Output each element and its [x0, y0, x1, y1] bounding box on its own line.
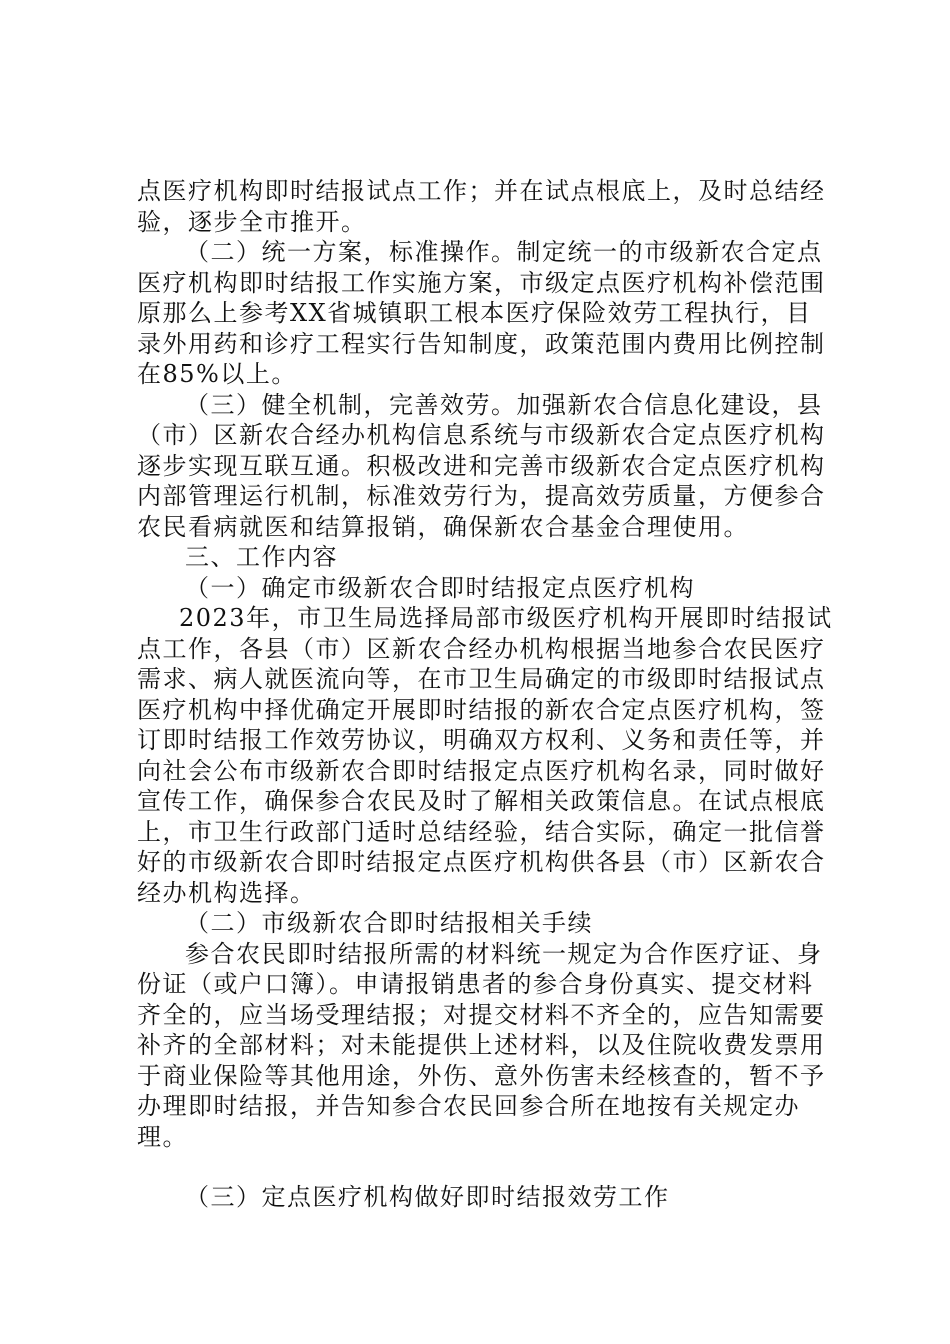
paragraph-pilot-2023: 2023年，市卫生局选择局部市级医疗机构开展即时结报试点工作，各县（市）区新农合经办机构根据当地参合农民医疗需求、病人就医流向等，在市卫生局确定的市级即时结报试点医疗机构中择优确定开展即时结报的新农合定点医疗机构，签订即时结报工作效劳协议，明确双方权利、义务和责任等，并向社会公布市级新农合即时结报定点医疗机构名录，同时做好宣传工作，确保参合农民及时了解相关政策信息。在试点根底上，市卫生行政部门适时总结经验，结合实际，确定一批信誉好的市级新农合即时结报定点医疗机构供各县（市）区新农合经办机构选择。 [137, 604, 833, 907]
paragraph-unified-plan: （二）统一方案，标准操作。制定统一的市级新农合定点医疗机构即时结报工作实施方案，市级定点医疗机构补偿范围原那么上参考XX省城镇职工根本医疗保险效劳工程执行，目录外用药和诊疗工程实行告知制度，政策范围内费用比例控制在85%以上。 [137, 238, 826, 388]
document-body [137, 176, 837, 1213]
paragraph-required-materials: 参合农民即时结报所需的材料统一规定为合作医疗证、身份证（或户口簿）。申请报销患者的参合身份真实、提交材料齐全的，应当场受理结报；对提交材料不齐全的，应告知需要补齐的全部材料；对未能提供上述材料，以及住院收费发票用于商业保险等其他用途，外伤、意外伤害未经核查的，暂不予办理即时结报，并告知参合农民回参合所在地按有关规定办理。 [137, 939, 826, 1151]
section-heading-work-content: 三、工作内容 [185, 543, 338, 571]
paragraph-continuation: 点医疗机构即时结报试点工作；并在试点根底上，及时总结经验，逐步全市推开。 [137, 177, 826, 236]
subheading-service-work: （三）定点医疗机构做好即时结报效劳工作 [185, 1183, 670, 1211]
subheading-designated-institutions: （一）确定市级新农合即时结报定点医疗机构 [185, 573, 695, 602]
paragraph-mechanism: （三）健全机制，完善效劳。加强新农合信息化建设，县（市）区新农合经办机构信息系统与市级新农合定点医疗机构逐步实现互联互通。积极改进和完善市级新农合定点医疗机构内部管理运行机制，标准效劳行为，提高效劳质量，方便参合农民看病就医和结算报销，确保新农合基金合理使用。 [137, 390, 826, 541]
subheading-procedures: （二）市级新农合即时结报相关手续 [185, 909, 593, 937]
